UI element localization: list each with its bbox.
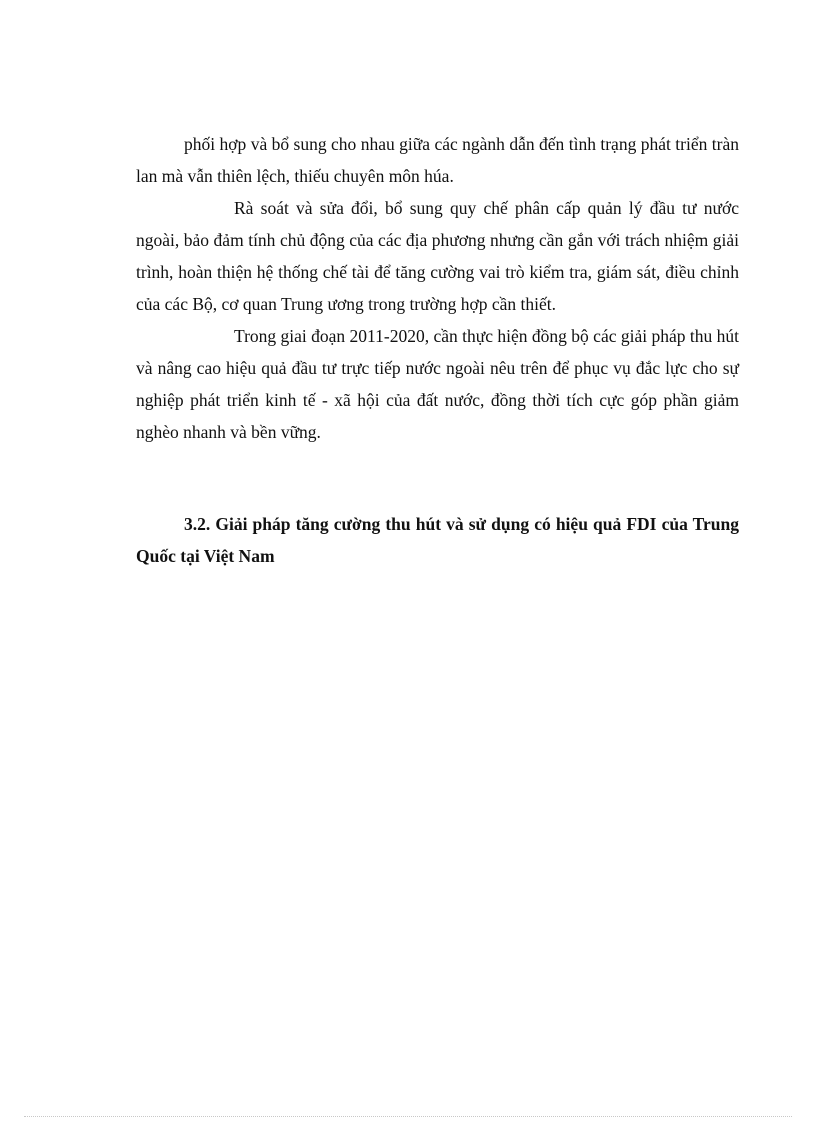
document-body (136, 128, 739, 572)
paragraph-decentralization: Rà soát và sửa đổi, bổ sung quy chế phân cấp quản lý đầu tư nước ngoài, bảo đảm tính chủ động của các địa phương nhưng cần gắn với trách nhiệm giải trình, hoàn thiện hệ thống chế tài để tăng cường vai trò kiểm tra, giám sát, điều chỉnh của các Bộ, cơ quan Trung ương trong trường hợp cần thiết. (136, 198, 739, 314)
page-footer-divider (24, 1116, 792, 1117)
paragraph-continuation: phối hợp và bổ sung cho nhau giữa các ngành dẫn đến tình trạng phát triển tràn lan mà vẫn thiên lệch, thiếu chuyên môn húa. (136, 134, 739, 186)
section-heading: 3.2. Giải pháp tăng cường thu hút và sử dụng có hiệu quả FDI của Trung Quốc tại Việt Nam (136, 514, 739, 566)
paragraph-2011-2020: Trong giai đoạn 2011-2020, cần thực hiện đồng bộ các giải pháp thu hút và nâng cao hiệu quả đầu tư trực tiếp nước ngoài nêu trên để phục vụ đắc lực cho sự nghiệp phát triển kinh tế - xã hội của đất nước, đồng thời tích cực góp phần giảm nghèo nhanh và bền vững. (136, 326, 739, 442)
